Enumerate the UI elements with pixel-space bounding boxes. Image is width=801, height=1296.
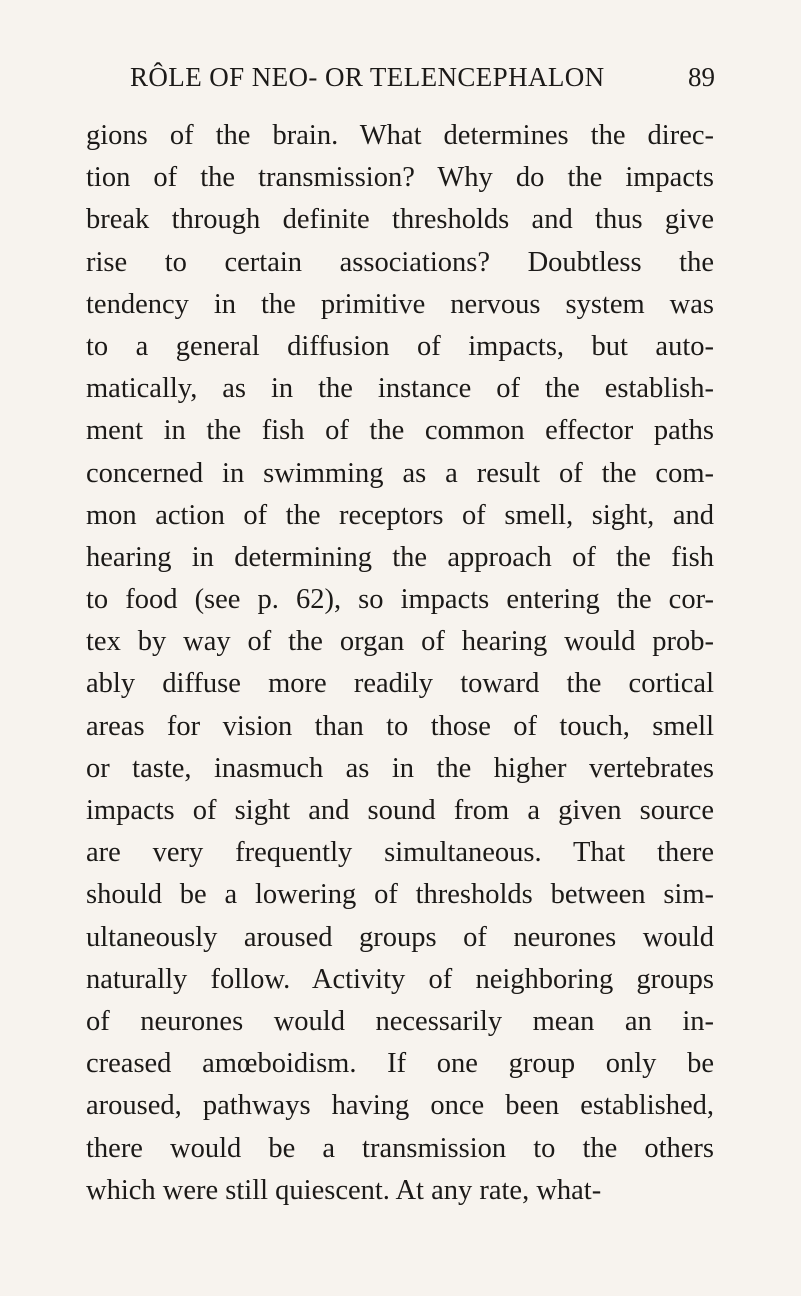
text-line: ably diffuse more readily toward the cortical [86,668,714,700]
text-line: which were still quiescent. At any rate, what- [86,1174,602,1206]
text-line: break through definite thresholds and thus give [86,204,714,236]
body-text [86,115,714,1212]
text-line: ultaneously aroused groups of neurones would [86,921,714,953]
text-line: ment in the fish of the common effector paths [86,415,714,447]
text-line: gions of the brain. What determines the direc- [86,120,714,151]
running-title: RÔLE OF NEO- OR TELENCEPHALON [130,62,605,92]
text-line: tex by way of the organ of hearing would prob- [86,626,714,658]
text-line: mon action of the receptors of smell, sight, and [86,499,714,531]
text-line: hearing in determining the approach of the fish [86,541,714,573]
text-line: naturally follow. Activity of neighboring groups [86,963,714,995]
text-line: concerned in swimming as a result of the com- [86,457,714,489]
text-line: creased amœboidism. If one group only be [86,1048,714,1080]
text-line: are very frequently simultaneous. That there [86,837,714,869]
text-line: tion of the transmission? Why do the impacts [86,162,714,194]
text-line: tendency in the primitive nervous system was [86,288,714,320]
text-line: should be a lowering of thresholds between sim- [86,879,714,911]
text-line: there would be a transmission to the others [86,1132,714,1164]
page-header [130,62,715,98]
text-line: matically, as in the instance of the establish- [86,373,714,405]
page-number: 89 [688,62,715,92]
text-line: to food (see p. 62), so impacts entering the cor- [86,584,714,616]
text-line: of neurones would necessarily mean an in- [86,1005,714,1037]
text-line: rise to certain associations? Doubtless the [86,246,714,278]
text-line: aroused, pathways having once been established, [86,1090,714,1122]
text-line: impacts of sight and sound from a given source [86,795,714,826]
text-line: areas for vision than to those of touch, smell [86,710,714,742]
text-line: to a general diffusion of impacts, but auto- [86,330,714,362]
text-line: or taste, inasmuch as in the higher vertebrates [86,752,714,784]
